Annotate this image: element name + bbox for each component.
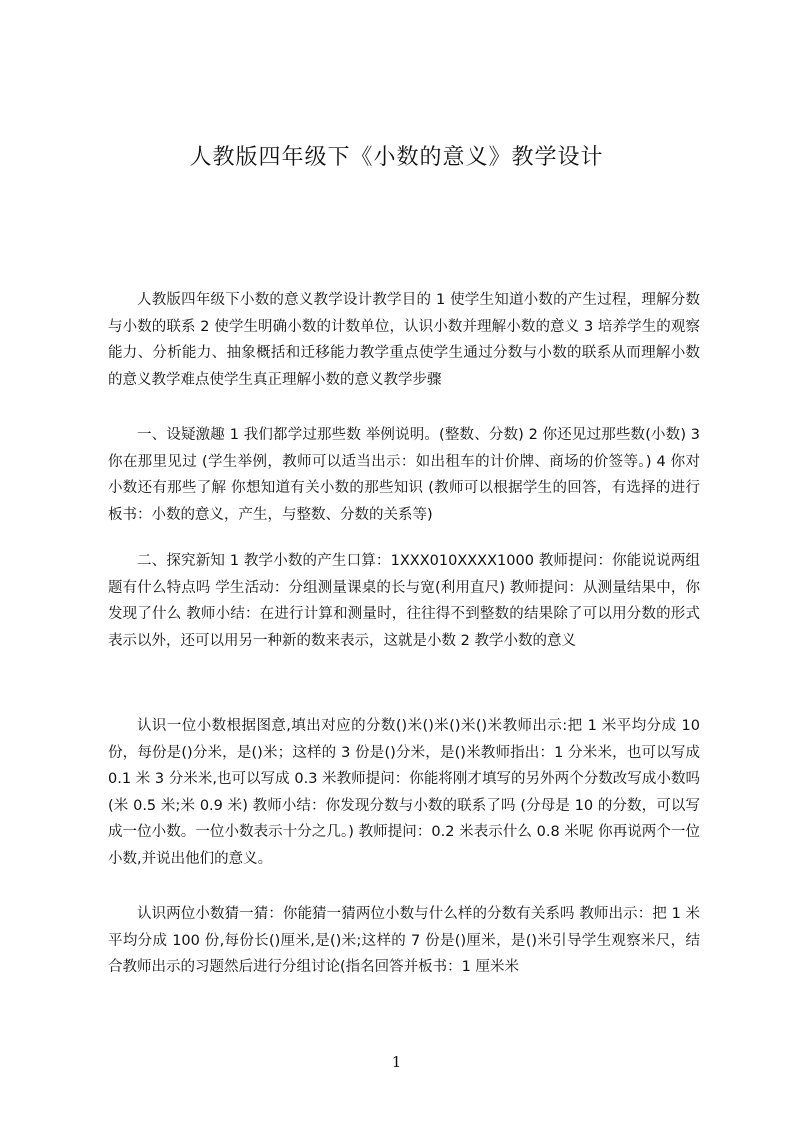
page-number: 1 xyxy=(391,1053,402,1071)
paragraph-two-decimal: 认识两位小数猜一猜：你能猜一猜两位小数与什么样的分数有关系吗 教师出示：把 1 米平均分成 100 份,每份长()厘米,是()米;这样的 7 份是()厘米，是()米引导学生观察米尺，结合教师出示的习题然后进行分组讨论(指名回答并板书：1 厘米米 xyxy=(108,906,700,975)
paragraph-exploration: 二、探究新知 1 教学小数的产生口算：1XXX010XXXX1000 教师提问：你能说说两组题有什么特点吗 学生活动：分组测量课桌的长与宽(利用直尺) 教师提问：从测量结果中，你发现了什么 教师小结：在进行计算和测量时，往往得不到整数的结果除了可以用分数的形式表示以外，还可以用另一种新的数来表示，这就是小数 2 教学小数的意义 xyxy=(108,553,700,649)
paragraph-one-decimal: 认识一位小数根据图意,填出对应的分数()米()米()米()米教师出示:把 1 米平均分成 10 份，每份是()分米，是()米；这样的 3 份是()分米，是()米教师指出：1 分米米，也可以写成 0.1 米 3 分米米,也可以写成 0.3 米教师提问：你能将刚才填写的另外两个分数改写成小数吗 (米 0.5 米;米 0.9 米) 教师小结：你发现分数与小数的联系了吗 (分母是 10 的分数，可以写成一位小数。一位小数表示十分之几。) 教师提问：0.2 米表示什么 0.8 米呢 你再说两个一位小数,并说出他们的意义。 xyxy=(108,718,700,867)
document-title: 人教版四年级下《小数的意义》教学设计 xyxy=(189,145,604,170)
paragraph-introduction: 一、设疑激趣 1 我们都学过那些数 举例说明。(整数、分数) 2 你还见过那些数(小数) 3 你在那里见过 (学生举例，教师可以适当出示：如出租车的计价牌、商场的价签等。) 4 你对小数还有那些了解 你想知道有关小数的那些知识 (教师可以根据学生的回答，有选择的进行板书：小数的意义，产生，与整数、分数的关系等) xyxy=(108,427,700,523)
paragraph-teaching-objectives: 人教版四年级下小数的意义教学设计教学目的 1 使学生知道小数的产生过程，理解分数与小数的联系 2 使学生明确小数的计数单位，认识小数并理解小数的意义 3 培养学生的观察能力、分析能力、抽象概括和迁移能力教学重点使学生通过分数与小数的联系从而理解小数的意义教学难点使学生真正理解小数的意义教学步骤 xyxy=(108,292,700,388)
